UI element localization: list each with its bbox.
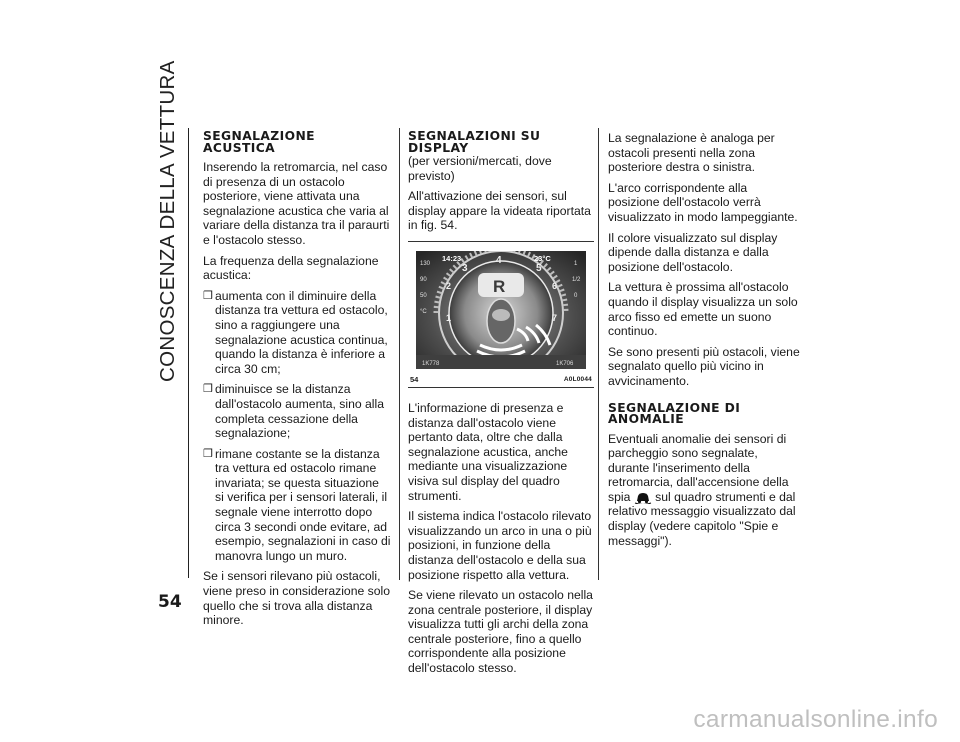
display-time: 14:23 <box>442 253 462 263</box>
instrument-cluster-graphic <box>416 251 586 369</box>
paragraph: L'informazione di presenza e distanza dall'ostacolo viene pertanto data, oltre che dalla segnalazione acustica, anche mediante una visualizzazione visiva sul display del quadro strumenti. <box>408 400 568 503</box>
section-heading-line2: DISPLAY <box>408 140 469 155</box>
column-divider-1 <box>399 128 400 580</box>
bullet-box-icon: ❒ <box>203 383 213 396</box>
paragraph: Inserendo la retromarcia, nel caso di presenza di un ostacolo posteriore, viene attivata una segnalazione acustica che varia al variare della distanza tra il paraurti e l'ostacolo stesso. <box>203 160 390 247</box>
list-item <box>203 289 391 377</box>
svg-text:130: 130 <box>420 260 431 267</box>
svg-text:7: 7 <box>552 312 558 323</box>
instrument-cluster-image <box>416 251 586 369</box>
svg-text:50: 50 <box>420 292 427 299</box>
list-item <box>203 447 391 564</box>
display-odometer-left: 1K778 <box>422 360 440 367</box>
column-3 <box>608 131 800 554</box>
paragraph: La segnalazione è analoga per ostacoli presenti nella zona posteriore destra o sinistra. <box>608 131 775 175</box>
parking-sensor-warning-icon <box>634 490 652 504</box>
svg-text:1/2: 1/2 <box>572 276 581 283</box>
display-odometer-right: 1K706 <box>556 360 574 367</box>
column-1 <box>203 131 391 634</box>
side-divider <box>188 128 189 578</box>
paragraph-text: sul quadro strumenti e dal relativo messaggio visualizzato dal display (vedere capitolo "Spie e messaggi"). <box>608 489 796 548</box>
svg-text:6: 6 <box>552 280 558 291</box>
svg-text:1: 1 <box>446 312 452 323</box>
paragraph <box>608 432 800 549</box>
figure-bottom-rule <box>408 387 594 388</box>
bullet-box-icon: ❒ <box>203 447 213 460</box>
svg-text:4: 4 <box>496 254 502 266</box>
svg-text:5: 5 <box>536 262 542 274</box>
section-heading-line2: ANOMALIE <box>608 412 685 426</box>
figure-code: A0L0044 <box>563 375 592 383</box>
paragraph: Se viene rilevato un ostacolo nella zona centrale posteriore, il display visualizza tutti gli archi della zona centrale posteriore, fino a quello corrispondente alla posizione dell'ostacolo stesso. <box>408 588 593 676</box>
paragraph: Il colore visualizzato sul display dipende dalla distanza e dalla posizione dell'ostacolo. <box>608 230 778 274</box>
list-item-text: diminuisce se la distanza dall'ostacolo aumenta, sino alla completa cessazione della segnalazione; <box>215 382 384 441</box>
section-heading-line2: ACUSTICA <box>203 140 276 155</box>
section-heading-line1: SEGNALAZIONI SU <box>408 129 541 143</box>
display-gear: R <box>493 276 506 296</box>
section-heading-line1: SEGNALAZIONE <box>203 129 315 143</box>
svg-text:90: 90 <box>420 276 427 283</box>
column-2 <box>408 131 594 682</box>
figure-54 <box>408 241 594 391</box>
paragraph: Se i sensori rilevano più ostacoli, viene preso in considerazione solo quello che si trova alla distanza minore. <box>203 569 390 628</box>
section-subtitle: (per versioni/mercati, dove previsto) <box>408 154 552 183</box>
paragraph-text: Eventuali anomalie dei sensori di parcheggio sono segnalate, durante l'inserimento della retromarcia, dall'accensione della spia <box>608 431 789 504</box>
display-temperature: 23°C <box>534 253 551 263</box>
list-item-text: aumenta con il diminuire della distanza tra vettura ed ostacolo, sino a raggiungere una segnalazione acustica continua, quando la distanza è inferiore a circa 30 cm; <box>215 288 388 376</box>
page-number: 54 <box>158 592 182 612</box>
svg-text:1: 1 <box>574 260 578 267</box>
section-heading-line1: SEGNALAZIONE DI <box>608 400 741 415</box>
paragraph: L'arco corrispondente alla posizione dell'ostacolo verrà visualizzato in modo lampeggiante. <box>608 180 798 224</box>
list-item <box>203 382 391 440</box>
column-divider-2 <box>598 128 599 580</box>
paragraph: La frequenza della segnalazione acustica: <box>203 253 379 283</box>
watermark: carmanualsonline.info <box>693 706 938 733</box>
paragraph: All'attivazione dei sensori, sul display appare la videata riportata in fig. 54. <box>408 189 591 233</box>
list-item-text: rimane costante se la distanza tra vettura ed ostacolo rimane invariata; se questa situazione si verifica per i sensori laterali, il segnale viene interrotto dopo circa 3 secondi onde evitare, ad esempio, segnalazioni in caso di manovra lungo un muro. <box>215 446 391 563</box>
figure-top-rule <box>408 241 594 242</box>
paragraph: Il sistema indica l'ostacolo rilevato visualizzando un arco in una o più posizioni, in funzione della distanza dell'ostacolo e della sua posizione rispetto alla vettura. <box>408 509 592 582</box>
paragraph: Se sono presenti più ostacoli, viene segnalato quello più vicino in avvicinamento. <box>608 344 800 388</box>
svg-text:°C: °C <box>420 308 427 315</box>
svg-text:3: 3 <box>462 262 468 274</box>
figure-number: 54 <box>410 374 419 384</box>
paragraph: La vettura è prossima all'ostacolo quando il display visualizza un solo arco fisso ed emette un suono continuo. <box>608 280 798 339</box>
svg-text:2: 2 <box>446 280 452 291</box>
side-chapter-title: CONOSCENZA DELLA VETTURA <box>156 60 179 382</box>
svg-text:0: 0 <box>574 292 578 299</box>
bullet-box-icon: ❒ <box>203 289 213 302</box>
